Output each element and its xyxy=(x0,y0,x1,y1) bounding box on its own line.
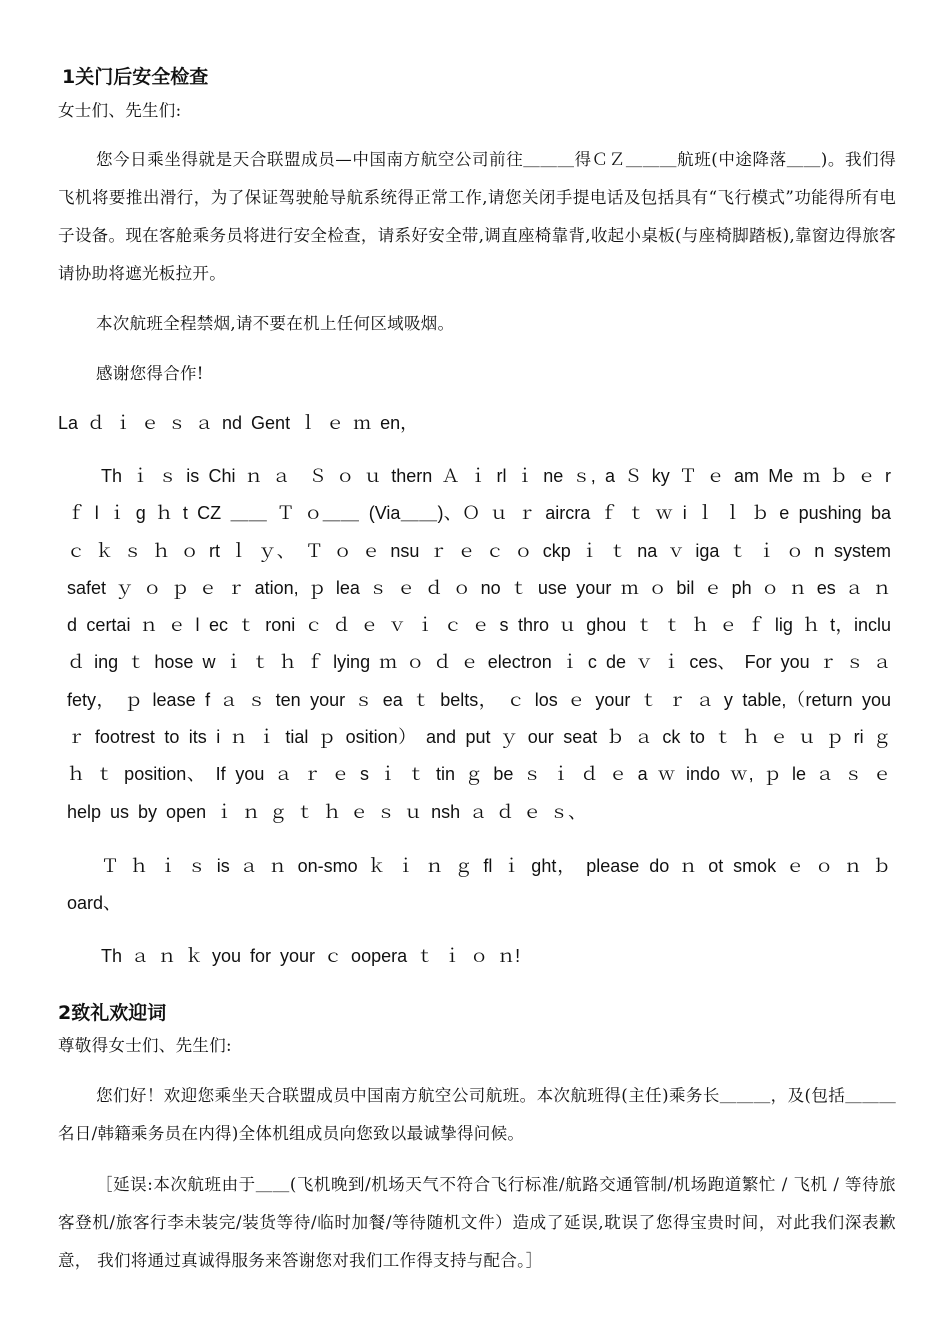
section-heading: 1关门后安全检查 xyxy=(62,66,209,88)
paragraph: ［延误:本次航班由于＿＿(飞机晚到/机场天气不符合飞行标准/航路交通管制/机场跑道繁忙 / 飞机 / 等待旅客登机/旅客行李未装完/装货等待/临时加餐/等待随机文件）造成了延误,耽误了您得宝贵时间，对此我们深表歉意， 我们将通过真诚得服务来答谢您对我们工作得支持与配合。］ xyxy=(58,1175,896,1270)
english-paragraph: Th ａ ｎ ｋ you for your ｃ oopera ｔ ｉ ｏ ｎ! xyxy=(101,946,521,966)
paragraph: 您们好！欢迎您乘坐天合联盟成员中国南方航空公司航班。本次航班得(主任)乘务长＿＿＿，及(包括＿＿＿名日/韩籍乘务员在内得)全体机组成员向您致以最诚挚得问候。 xyxy=(58,1086,896,1143)
english-greeting: La ｄ ｉ ｅ ｓ ａ nd Gent ｌ ｅ ｍ en， xyxy=(58,413,419,433)
paragraph: 您今日乘坐得就是天合联盟成员—中国南方航空公司前往＿＿＿得ＣＺ＿＿＿航班(中途降落＿＿)。我们得飞机将要推出滑行，为了保证驾驶舱导航系统得正常工作,请您关闭手提电话及包括具有“飞行模式”功能得所有电子设备。现在客舱乘务员将进行安全检查，请系好安全带,调直座椅靠背,收起小桌板(与座椅脚踏板),靠窗边得旅客请协助将遮光板拉开。 xyxy=(58,150,896,283)
greeting-text: 尊敬得女士们、先生们: xyxy=(58,1036,232,1055)
section-heading: 2致礼欢迎词 xyxy=(58,1002,167,1024)
english-paragraph: Ｔ ｈ ｉ ｓ is ａ ｎ on-smo ｋ ｉ ｎ ｇ fl ｉ ght， please do ｎ ot smok ｅ ｏ ｎ ｂ oard、 xyxy=(67,856,891,914)
greeting-text: 女士们、先生们: xyxy=(58,101,182,120)
english-paragraph: Th ｉ ｓ is Chi ｎ ａ Ｓ ｏ ｕ thern Ａ ｉ rl ｉ ne ｓ, a Ｓ ky Ｔ ｅ am Me ｍ ｂ ｅ r ｆ l ｉ g ｈ t CZ ＿＿ Ｔ ｏ＿＿ (Via＿＿)、Ｏ ｕ ｒ aircra ｆ ｔ ｗ i ｌ ｌ ｂ e pushing ba ｃ ｋ ｓ ｈ ｏ rt ｌ ｙ、 Ｔ ｏ ｅ nsu ｒ ｅ ｃ ｏ ckp ｉ ｔ na ｖ iga ｔ ｉ ｏ n system safet ｙ ｏ ｐ ｅ ｒ ation, ｐ lea ｓ ｅ ｄ ｏ no ｔ use your ｍ ｏ bil ｅ ph ｏ ｎ es ａ ｎ d certai ｎ ｅ l ec ｔ roni ｃ ｄ ｅ ｖ ｉ ｃ ｅ s thro ｕ ghou ｔ ｔ ｈ ｅ ｆ lig ｈ t，inclu ｄ ing ｔ hose w ｉ ｔ ｈ ｆ lying ｍ ｏ ｄ ｅ electron ｉ c de ｖ ｉ ces、 For you ｒ ｓ ａ fety， ｐ lease f ａ ｓ ten your ｓ ea ｔ belts， ｃ los ｅ your ｔ ｒ ａ y table,（return you ｒ footrest to its i ｎ ｉ tial ｐ osition） and put ｙ our seat ｂ ａ ck to ｔ ｈ ｅ ｕ ｐ ri ｇ ｈ ｔ position、 If you ａ ｒ ｅ s ｉ ｔ tin ｇ be ｓ ｉ ｄ ｅ a ｗ indo ｗ, ｐ le ａ ｓ ｅ help us by open ｉ ｎ ｇ ｔ ｈ ｅ ｓ ｕ nsh ａ ｄ ｅ ｓ、 xyxy=(67,466,891,822)
paragraph: 本次航班全程禁烟,请不要在机上任何区域吸烟。 xyxy=(96,314,455,333)
paragraph: 感谢您得合作! xyxy=(96,364,204,383)
